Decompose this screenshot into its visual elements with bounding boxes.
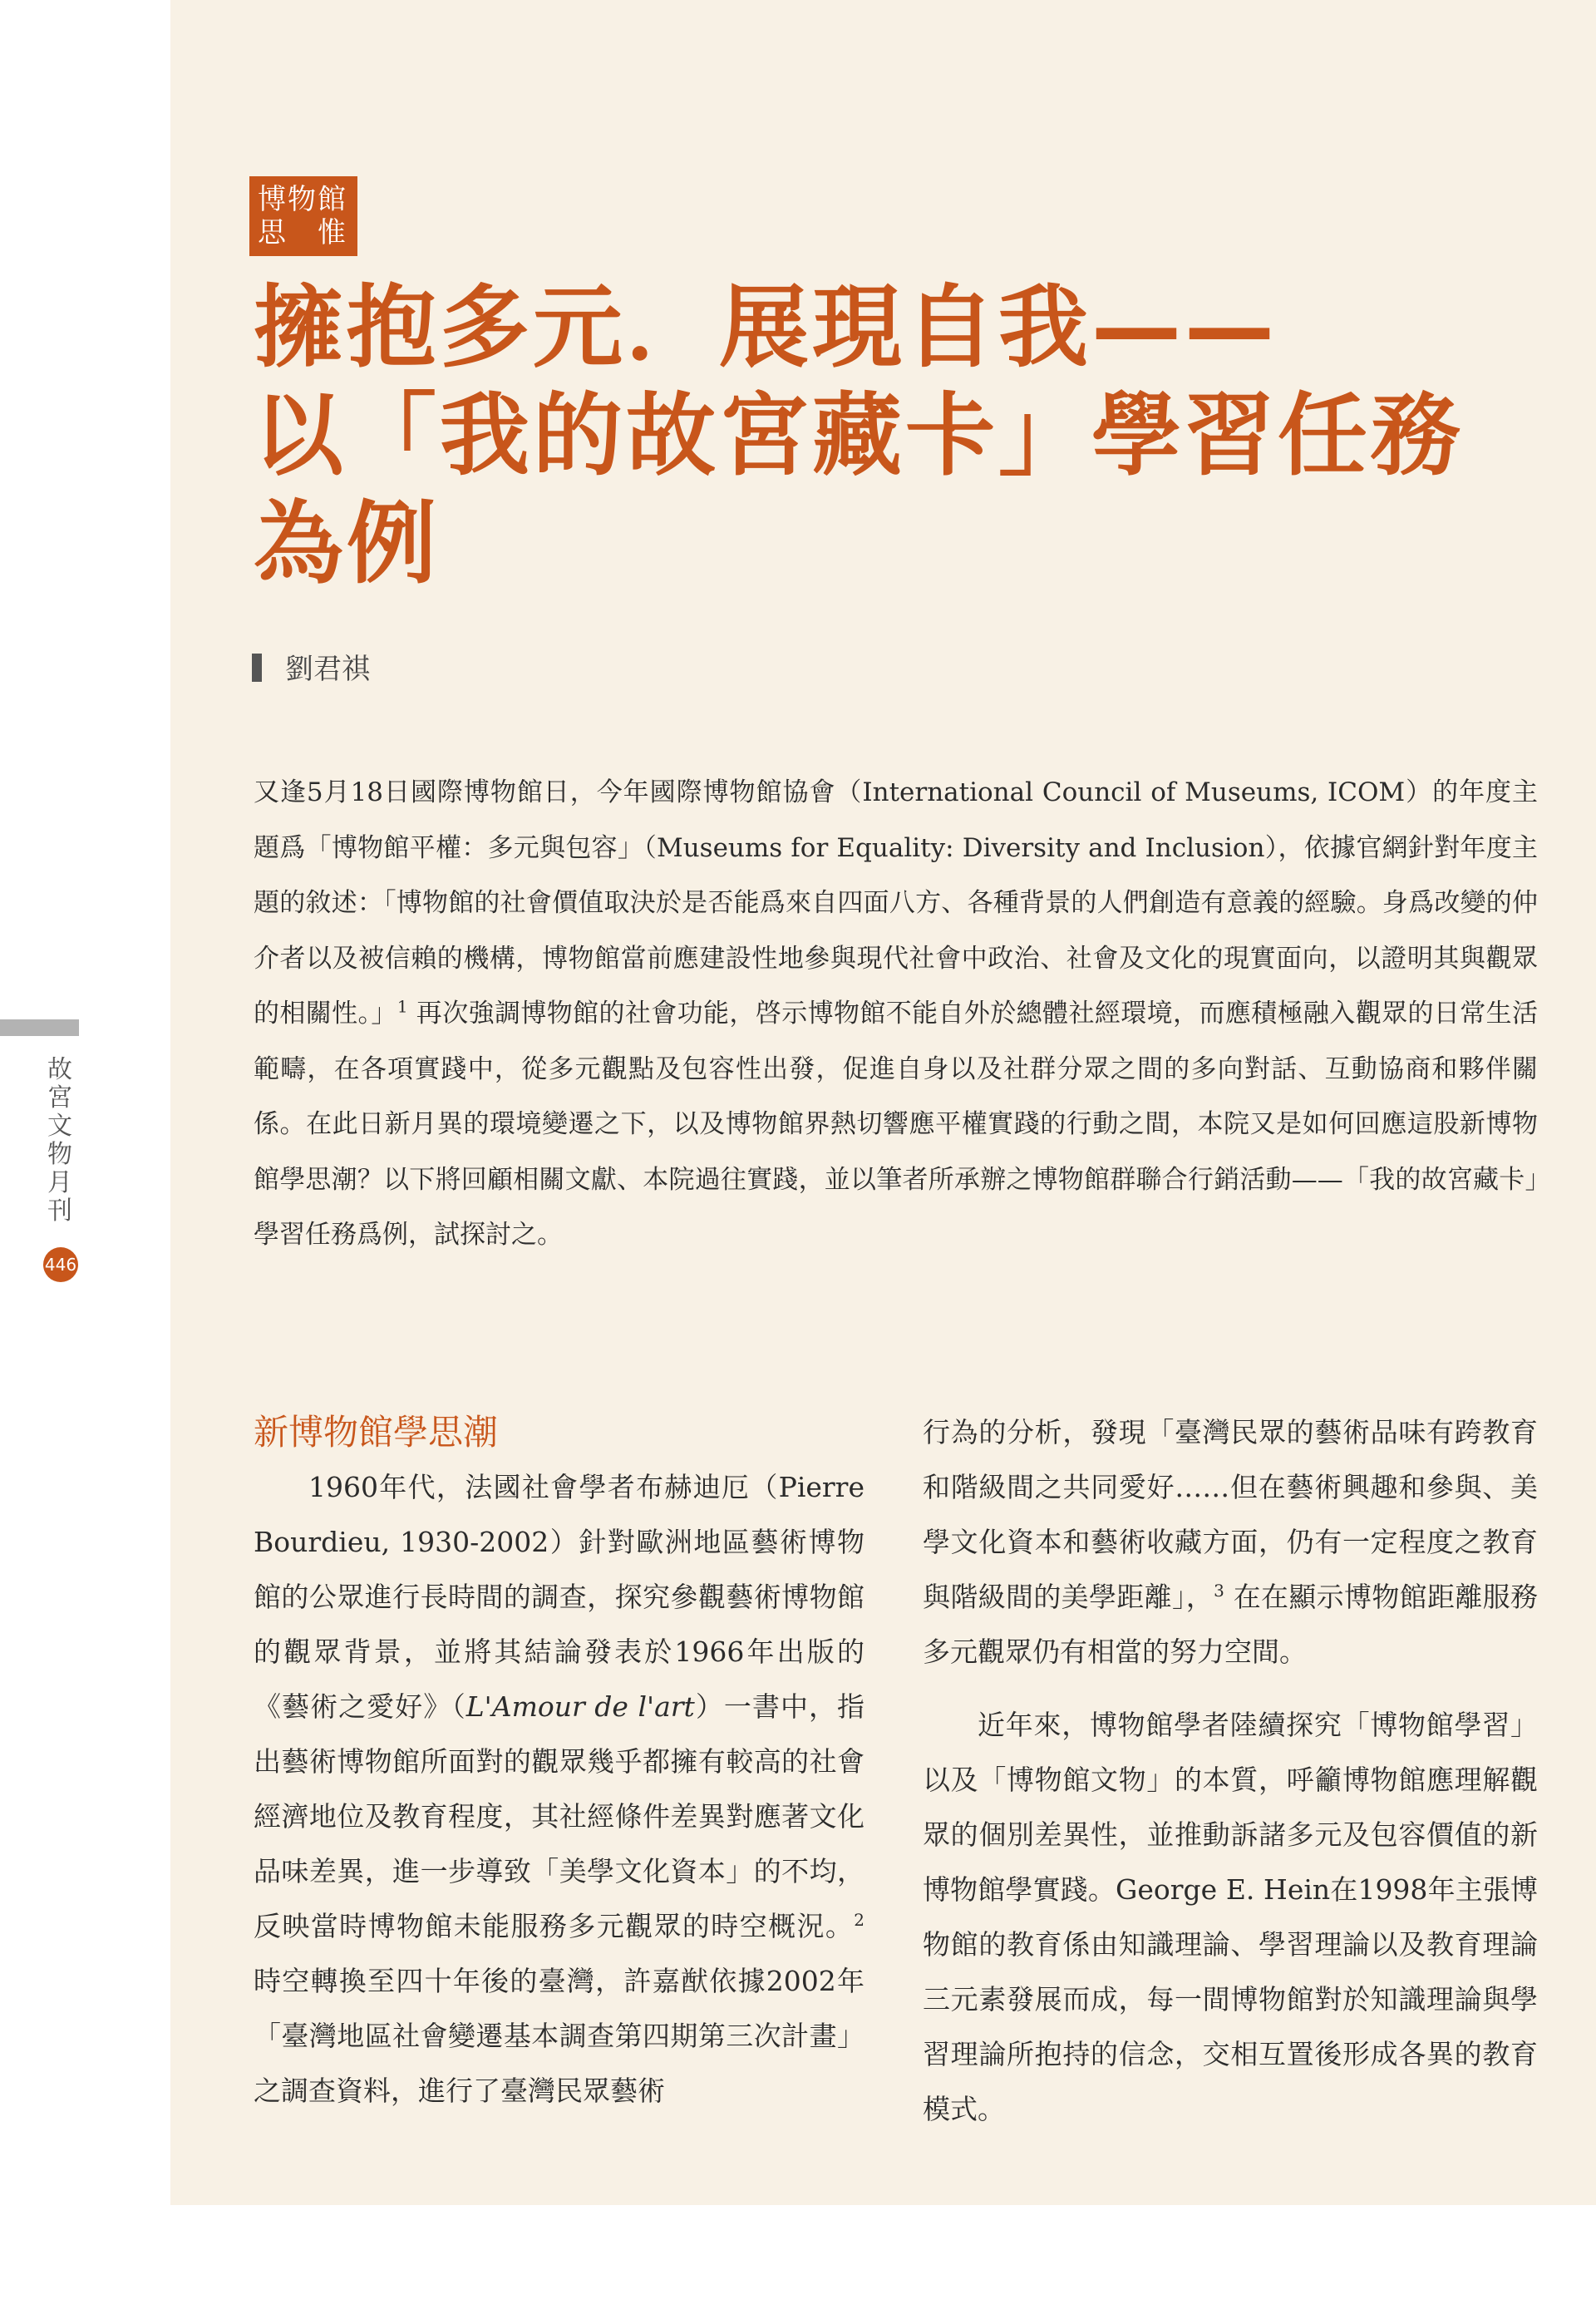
spine-divider — [0, 1019, 79, 1036]
footnote-ref-1[interactable]: 1 — [397, 996, 408, 1017]
title-line-2: 以「我的故宮藏卡」學習任務 — [254, 384, 1465, 488]
article-title — [254, 274, 1550, 599]
footnote-ref-2[interactable]: 2 — [854, 1910, 864, 1930]
author-marker — [252, 654, 262, 682]
title-line-1: 擁抱多元．展現自我—— — [254, 276, 1278, 380]
intro-text-b: 再次強調博物館的社會功能，啓示博物館不能自外於總體社經環境，而應積極融入觀眾的日常生活範疇，在各項實踐中，從多元觀點及包容性出發，促進自身以及社群分眾之間的多向對話、互動協商和夥伴關係。在此日新月異的環境變遷之下，以及博物館界熱切響應平權實踐的行動之間，本院又是如何回應這股新博物館學思潮？以下將回顧相關文獻、本院過往實踐，並以筆者所承辦之博物館群聯合行銷活動——「我的故宮藏卡」學習任務爲例，試探討之。 — [254, 999, 1539, 1250]
p2-text-b: 在在顯示博物館距離服務多元觀眾仍有相當的努力空間。 — [923, 1581, 1538, 1668]
right-column — [923, 1405, 1538, 2137]
p2-text-a: 行為的分析，發現「臺灣民眾的藝術品味有跨教育和階級間之共同愛好……但在藝術興趣和參與、美學文化資本和藝術收藏方面，仍有一定程度之教育與階級間的美學距離」， — [923, 1416, 1538, 1613]
p1-text-b: ）一書中，指出藝術博物館所面對的觀眾幾乎都擁有較高的社會經濟地位及教育程度，其社經條件差異對應著文化品味差異，進一步導致「美學文化資本」的不均，反映當時博物館未能服務多元觀眾的時空概況。 — [254, 1690, 865, 1942]
book-title-italic: L'Amour de l'art — [466, 1690, 695, 1723]
body-paragraph-3: 近年來，博物館學者陸續探究「博物館學習」以及「博物館文物」的本質，呼籲博物館應理解觀眾的個別差異性，並推動訴諸多元及包容價值的新博物館學實踐。George E. Hein在1998年主張博物館的教育係由知識理論、學習理論以及教育理論三元素發展而成，每一間博物館對於知識理論與學習理論所抱持的信念，交相互置後形成各異的教育模式。 — [923, 1709, 1538, 2125]
journal-name: 故宮文物月刊 — [47, 1055, 72, 1226]
body-paragraph-1 — [254, 1460, 864, 2119]
author-byline — [252, 653, 370, 686]
footnote-ref-3[interactable]: 3 — [1214, 1581, 1224, 1601]
body-paragraph-2 — [923, 1405, 1538, 1680]
left-column — [254, 1405, 864, 2119]
p1-text-c: 時空轉換至四十年後的臺灣，許嘉猷依據2002年「臺灣地區社會變遷基本調查第四期第三次計畫」之調查資料，進行了臺灣民眾藝術 — [254, 1965, 864, 2107]
page-number-badge: 446 — [43, 1247, 78, 1282]
intro-paragraph — [254, 765, 1538, 1263]
column-tag-line1: 博物館 — [258, 183, 347, 216]
title-line-3: 為例 — [254, 492, 441, 596]
column-tag — [249, 176, 357, 256]
column-tag-line2: 思 惟 — [258, 216, 347, 249]
intro-text-a: 又逢5月18日國際博物館日，今年國際博物館協會（International Council of Museums, ICOM）的年度主題爲「博物館平權：多元與包容」（Museums for Equality: Diversity and Inclusion），依據官網針對年度主題的敘述：「博物館的社會價值取決於是否能爲來自四面八方、各種背景的人們創造有意義的經驗。身爲改變的仲介者以及被信賴的機構，博物館當前應建設性地參與現代社會中政治、社會及文化的現實面向，以證明其與觀眾的相關性。」 — [254, 777, 1538, 1029]
author-name: 劉君祺 — [285, 653, 370, 686]
section-heading: 新博物館學思潮 — [254, 1412, 499, 1453]
p1-text-a: 1960年代，法國社會學者布赫迪厄（Pierre Bourdieu, 1930-2002）針對歐洲地區藝術博物館的公眾進行長時間的調查，探究參觀藝術博物館的觀眾背景，並將其結論發表於1966年出版的《藝術之愛好》（ — [254, 1471, 864, 1723]
